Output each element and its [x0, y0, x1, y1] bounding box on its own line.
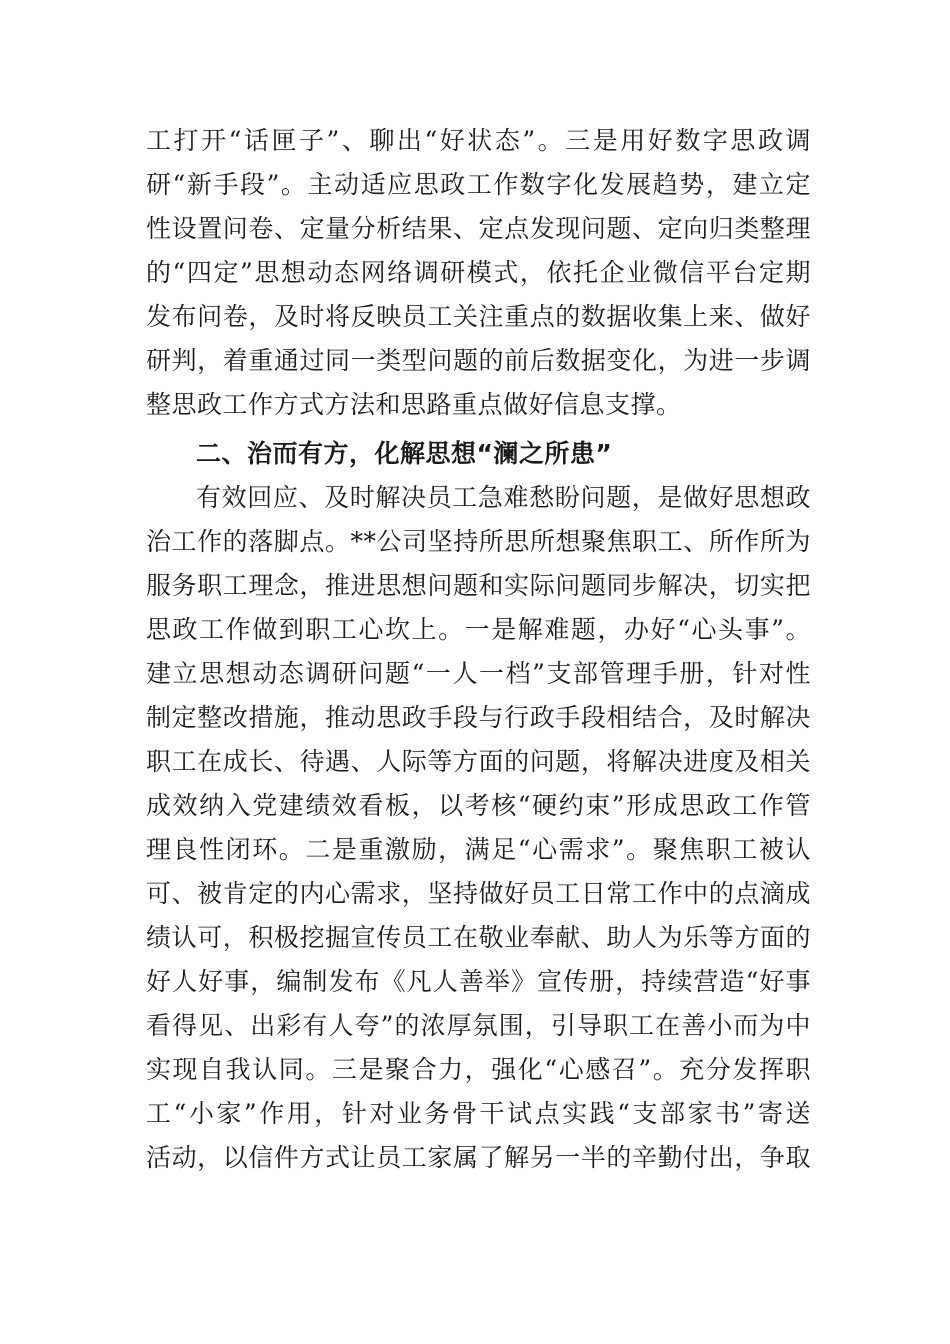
paragraph-line: 看得见、出彩有人夸”的浓厚氛围，引导职工在善小而为中 [146, 1011, 811, 1040]
paragraph-line: 好人好事，编制发布《凡人善举》宣传册，持续营造“好事 [146, 967, 811, 996]
paragraph-line: 工打开“话匣子”、聊出“好状态”。三是用好数字思政调 [146, 126, 811, 155]
paragraph-line: 研判，着重通过同一类型问题的前后数据变化，为进一步调 [146, 346, 811, 375]
paragraph-line: 思政工作做到职工心坎上。一是解难题，办好“心头事”。 [146, 615, 811, 644]
paragraph-line: 工“小家”作用，针对业务骨干试点实践“支部家书”寄送 [146, 1099, 811, 1128]
paragraph-line: 建立思想动态调研问题“一人一档”支部管理手册，针对性 [146, 659, 811, 688]
paragraph-line: 可、被肯定的内心需求，坚持做好员工日常工作中的点滴成 [146, 879, 811, 908]
paragraph-line: 整思政工作方式方法和思路重点做好信息支撑。 [146, 390, 682, 419]
paragraph-line: 研“新手段”。主动适应思政工作数字化发展趋势，建立定 [146, 170, 811, 199]
paragraph-line: 职工在成长、待遇、人际等方面的问题，将解决进度及相关 [146, 747, 811, 776]
paragraph-line: 实现自我认同。三是聚合力，强化“心感召”。充分发挥职 [146, 1055, 811, 1084]
paragraph-line: 绩认可，积极挖掘宣传员工在敬业奉献、助人为乐等方面的 [146, 923, 811, 952]
paragraph-line: 发布问卷，及时将反映员工关注重点的数据收集上来、做好 [146, 302, 811, 331]
paragraph-line: 的“四定”思想动态网络调研模式，依托企业微信平台定期 [146, 258, 811, 287]
paragraph-line: 理良性闭环。二是重激励，满足“心需求”。聚焦职工被认 [146, 835, 811, 864]
paragraph-line: 活动，以信件方式让员工家属了解另一半的辛勤付出，争取 [146, 1143, 811, 1172]
paragraph-line: 服务职工理念，推进思想问题和实际问题同步解决，切实把 [146, 571, 811, 600]
paragraph-line: 性设置问卷、定量分析结果、定点发现问题、定向归类整理 [146, 214, 811, 243]
paragraph-line: 制定整改措施，推动思政手段与行政手段相结合，及时解决 [146, 703, 811, 732]
section-heading: 二、治而有方，化解思想“澜之所患” [196, 439, 613, 468]
paragraph-line: 有效回应、及时解决员工急难愁盼问题，是做好思想政 [196, 483, 811, 512]
paragraph-line: 治工作的落脚点。**公司坚持所思所想聚焦职工、所作所为 [146, 527, 811, 556]
paragraph-line: 成效纳入党建绩效看板，以考核“硬约束”形成思政工作管 [146, 791, 811, 820]
